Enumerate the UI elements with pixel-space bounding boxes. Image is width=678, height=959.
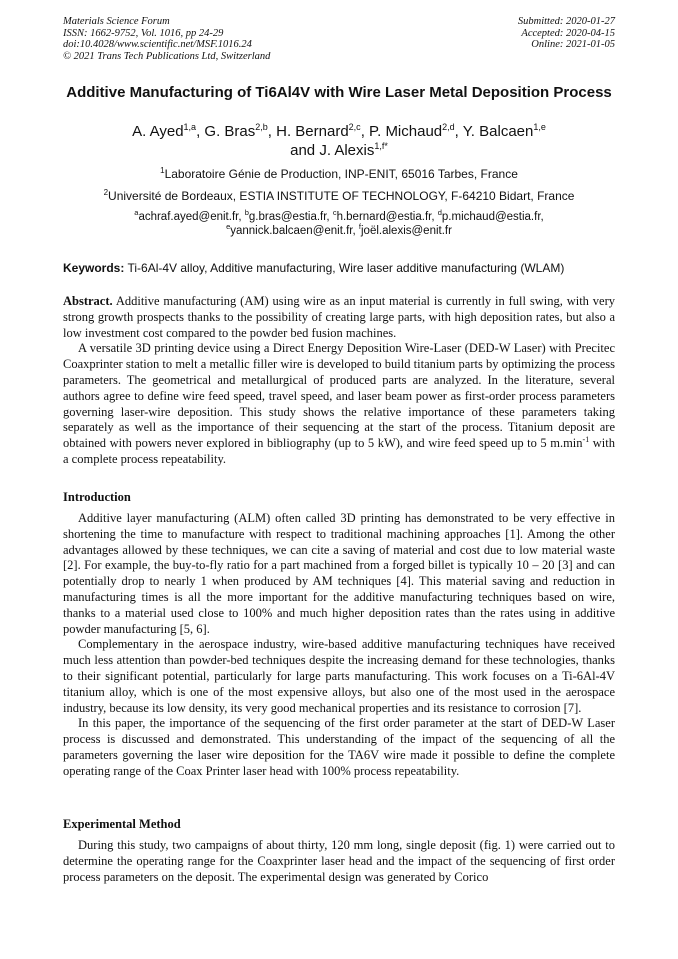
affiliation-text: Laboratoire Génie de Production, INP-ENIT, 65016 Tarbes, France (164, 167, 518, 181)
abstract-text: with a complete process repeatability. (63, 436, 615, 466)
abstract-text: A versatile 3D printing device using a Direct Energy Deposition Wire-Laser (DED-W Laser) with Precitec Coaxprinter station to melt a metallic filler wire is developed to build titanium parts by optimizing the process parameters. The geometrical and metallurgical of produced parts are analyzed. In the literature, several authors agree to define wire feed speed, travel speed, and laser beam power as first-order process parameters governing laser-wire deposition. This study shows the relative importance of these parameters taking separately as well as the importance of their sequencing at the start of the process. Titanium deposit are obtained with powers never explored in bibliography (up to 5 kW), and wire feed speed up to 5 m.min (63, 341, 615, 451)
author-superscript: 1,e (533, 122, 546, 132)
author-name: J. Alexis (319, 142, 375, 159)
paragraph: In this paper, the importance of the sequencing of the first order parameter at the start of DED-W Laser process is discussed and demonstrated. This understanding of the impact of the sequencing of all the parameters governing the laser wire deposition for the TA6V wire made it possible to define the complete operating range of the Coax Printer laser head with 100% process repeatability. (63, 716, 615, 778)
affiliation-1 (63, 167, 615, 181)
journal-header-left (63, 16, 270, 62)
journal-header-right (518, 16, 615, 51)
email-superscript: d (437, 208, 442, 218)
email-superscript: c (332, 208, 337, 218)
issn-volume: ISSN: 1662-9752, Vol. 1016, pp 24-29 (63, 27, 224, 39)
abstract-label: Abstract. (63, 294, 113, 308)
affiliation-superscript: 1 (160, 166, 165, 175)
author-superscript: 2,b (255, 122, 268, 132)
email-link[interactable]: achraf.ayed@enit.fr, (138, 211, 245, 223)
paragraph: Additive layer manufacturing (ALM) often called 3D printing has demonstrated to be very effective in shortening the time to manufacture with respect to traditional machining approaches [1]. Among the other advantages allowed by these techniques, we can cite a saving of material and cost due to low material waste [2]. For example, the buy-to-fly ratio for a part machined from a forged billet is typically 10 – 20 [3] and can potentially drop to nearly 1 when produced by AM techniques [4]. This material saving and reduction in manufacturing times is all the more important for the additive manufacturing techniques based on wire, thanks to a material used close to 100% and much higher deposition rates than the rates using in additive powder manufacturing [5, 6]. (63, 511, 615, 636)
author-superscript: 1,f* (374, 141, 388, 151)
email-superscript: b (244, 208, 249, 218)
keywords-text: Ti-6Al-4V alloy, Additive manufacturing, Wire laser additive manufacturing (WLAM) (124, 261, 565, 275)
email-link[interactable]: g.bras@estia.fr, (248, 211, 333, 223)
author-name: P. Michaud (369, 123, 443, 140)
abstract-text: Additive manufacturing (AM) using wire as an input material is currently in full swing, with very strong growth prospects thanks to the possibility of creating large parts, with high deposition rates, but also a low investment cost compared to the powder bed fusion machines. (63, 294, 615, 340)
author-emails (63, 210, 615, 238)
author-name: H. Bernard (276, 123, 349, 140)
copyright: © 2021 Trans Tech Publications Ltd, Switzerland (63, 50, 271, 62)
email-superscript: e (226, 222, 231, 232)
author-superscript: 2,c (348, 122, 361, 132)
email-superscript: f (358, 222, 361, 232)
online-date: Online: 2021-01-05 (531, 39, 615, 50)
paragraph: During this study, two campaigns of about thirty, 120 mm long, single deposit (fig. 1) were carried out to determine the operating range for the Coaxprinter laser head and the impact of the sequencing of first order process parameters on the deposit. The experimental design was generated by Corico (63, 838, 615, 884)
abstract-paragraph (63, 341, 615, 467)
email-link[interactable]: joël.alexis@enit.fr (361, 225, 452, 237)
author-list: A. Ayed$^{1,a}$, G. Bras$^{2,b}$, H. Bernard$^{2,c}$, P. Michaud$^{2,d}$, Y. Balcaen$^{1,e}$ and J. Alexis$^{1,f*}$ (132, 122, 546, 159)
author-name: A. Ayed (132, 123, 184, 140)
email-link[interactable]: h.bernard@estia.fr, (336, 211, 438, 223)
introduction-body (63, 511, 615, 780)
section-heading-introduction: Introduction (63, 490, 131, 504)
email-link[interactable]: yannick.balcaen@enit.fr, (230, 225, 359, 237)
author-superscript: 2,d (442, 122, 455, 132)
submitted-date: Submitted: 2020-01-27 (517, 16, 615, 27)
affiliation-text: Université de Bordeaux, ESTIA INSTITUTE OF TECHNOLOGY, F-64210 Bidart, France (108, 189, 575, 203)
section-heading-experimental-method: Experimental Method (63, 817, 181, 831)
journal-name: Materials Science Forum (63, 16, 170, 27)
keywords (63, 261, 615, 275)
affiliation-superscript: 2 (103, 188, 109, 197)
paper-title: Additive Manufacturing of Ti6Al4V with Wire Laser Metal Deposition Process (66, 84, 612, 101)
keywords-label: Keywords: (63, 261, 125, 275)
author-name: Y. Balcaen (462, 123, 534, 140)
unit-superscript: -1 (582, 435, 590, 445)
abstract-paragraph (63, 294, 615, 341)
paragraph: Complementary in the aerospace industry, wire-based additive manufacturing techniques have received much less attention than powder-bed techniques despite the increasing demand for these technologies, thanks to their significant potential, particularly for large parts manufacturing. This work focuses on a Ti-6Al-4V titanium alloy, which is one of the most expensive alloys, but also one of the most used in the aerospace industry, because its low density, its very good mechanical properties and its resistance to corrosion [7]. (63, 637, 615, 715)
experimental-body (63, 838, 615, 885)
email-superscript: a (134, 208, 139, 218)
abstract (63, 294, 615, 468)
email-link[interactable]: p.michaud@estia.fr, (441, 211, 544, 223)
accepted-date: Accepted: 2020-04-15 (521, 27, 615, 39)
author-name: G. Bras (204, 123, 256, 140)
author-superscript: 1,a (183, 122, 197, 132)
doi[interactable]: doi:10.4028/www.scientific.net/MSF.1016.24 (63, 39, 252, 50)
author-conjunction: and (290, 142, 320, 159)
affiliation-2 (63, 189, 615, 203)
